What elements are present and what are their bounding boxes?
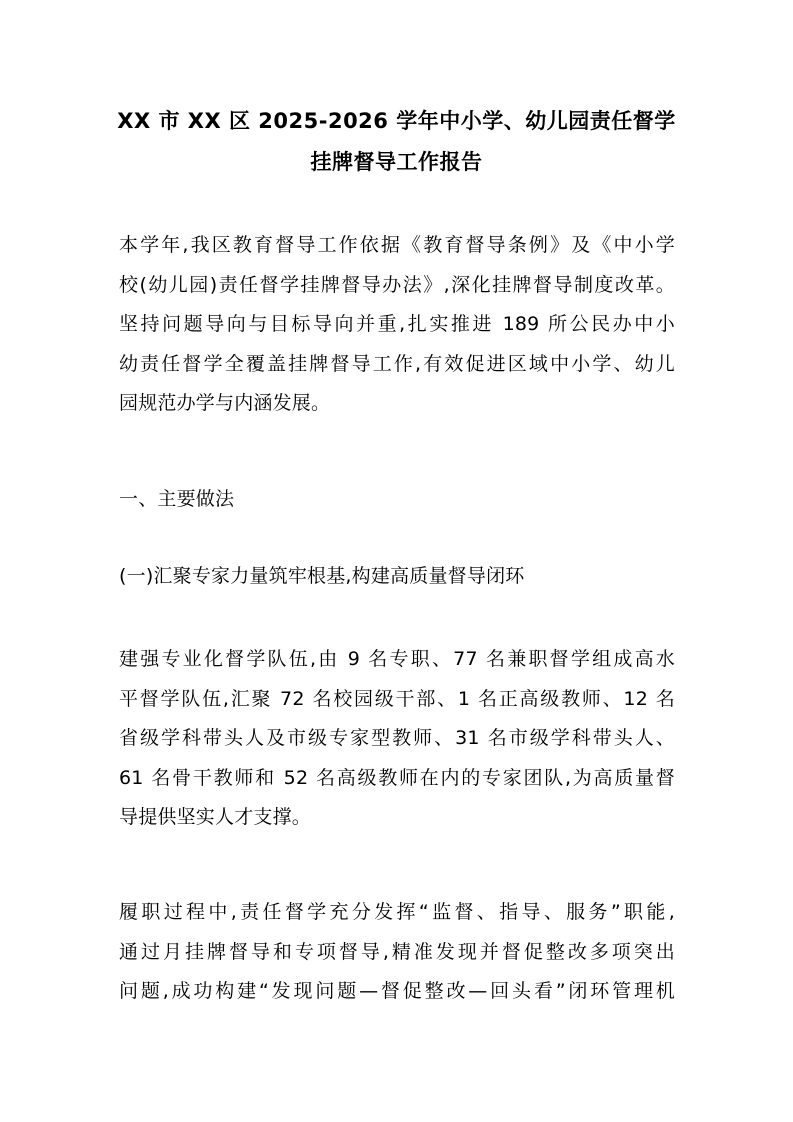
section-heading-text: 一、主要做法 [119, 488, 235, 510]
text-line: 园规范办学与内涵发展。 [119, 392, 331, 415]
text-line: 坚持问题导向与目标导向并重,扎实推进 189 所公民办中小 [119, 313, 675, 336]
text-line: 61 名骨干教师和 52 名高级教师在内的专家团队,为高质量督 [119, 766, 675, 789]
intro-paragraph [119, 226, 675, 424]
duty-paragraph [119, 893, 675, 1013]
report-title-line-1: XX 市 XX 区 2025-2026 学年中小学、幼儿园责任督学 [117, 109, 676, 133]
text-line: 平督学队伍,汇聚 72 名校园级干部、1 名正高级教师、12 名 [119, 687, 675, 710]
text-line: 建强专业化督学队伍,由 9 名专职、77 名兼职督学组成高水 [119, 648, 675, 670]
text-line: 问题,成功构建“发现问题—督促整改—回头看”闭环管理机 [119, 980, 675, 1003]
text-line: 幼责任督学全覆盖挂牌督导工作,有效促进区域中小学、幼儿 [119, 352, 675, 375]
team-paragraph [119, 640, 675, 838]
report-title-line-2: 挂牌督导工作报告 [310, 150, 483, 174]
subsection-heading-text: (一)汇聚专家力量筑牢根基,构建高质量督导闭环 [119, 565, 525, 587]
subsection-heading [119, 557, 675, 597]
text-line: 校(幼儿园)责任督学挂牌督导办法》,深化挂牌督导制度改革。 [119, 273, 675, 296]
text-line: 本学年,我区教育督导工作依据《教育督导条例》及《中小学 [119, 234, 675, 256]
text-line: 履职过程中,责任督学充分发挥“监督、指导、服务”职能, [119, 901, 675, 923]
text-line: 通过月挂牌督导和专项督导,精准发现并督促整改多项突出 [119, 940, 675, 963]
text-line: 导提供坚实人才支撑。 [119, 806, 312, 829]
section-heading [119, 480, 675, 520]
text-line: 省级学科带头人及市级专家型教师、31 名市级学科带头人、 [119, 727, 675, 750]
